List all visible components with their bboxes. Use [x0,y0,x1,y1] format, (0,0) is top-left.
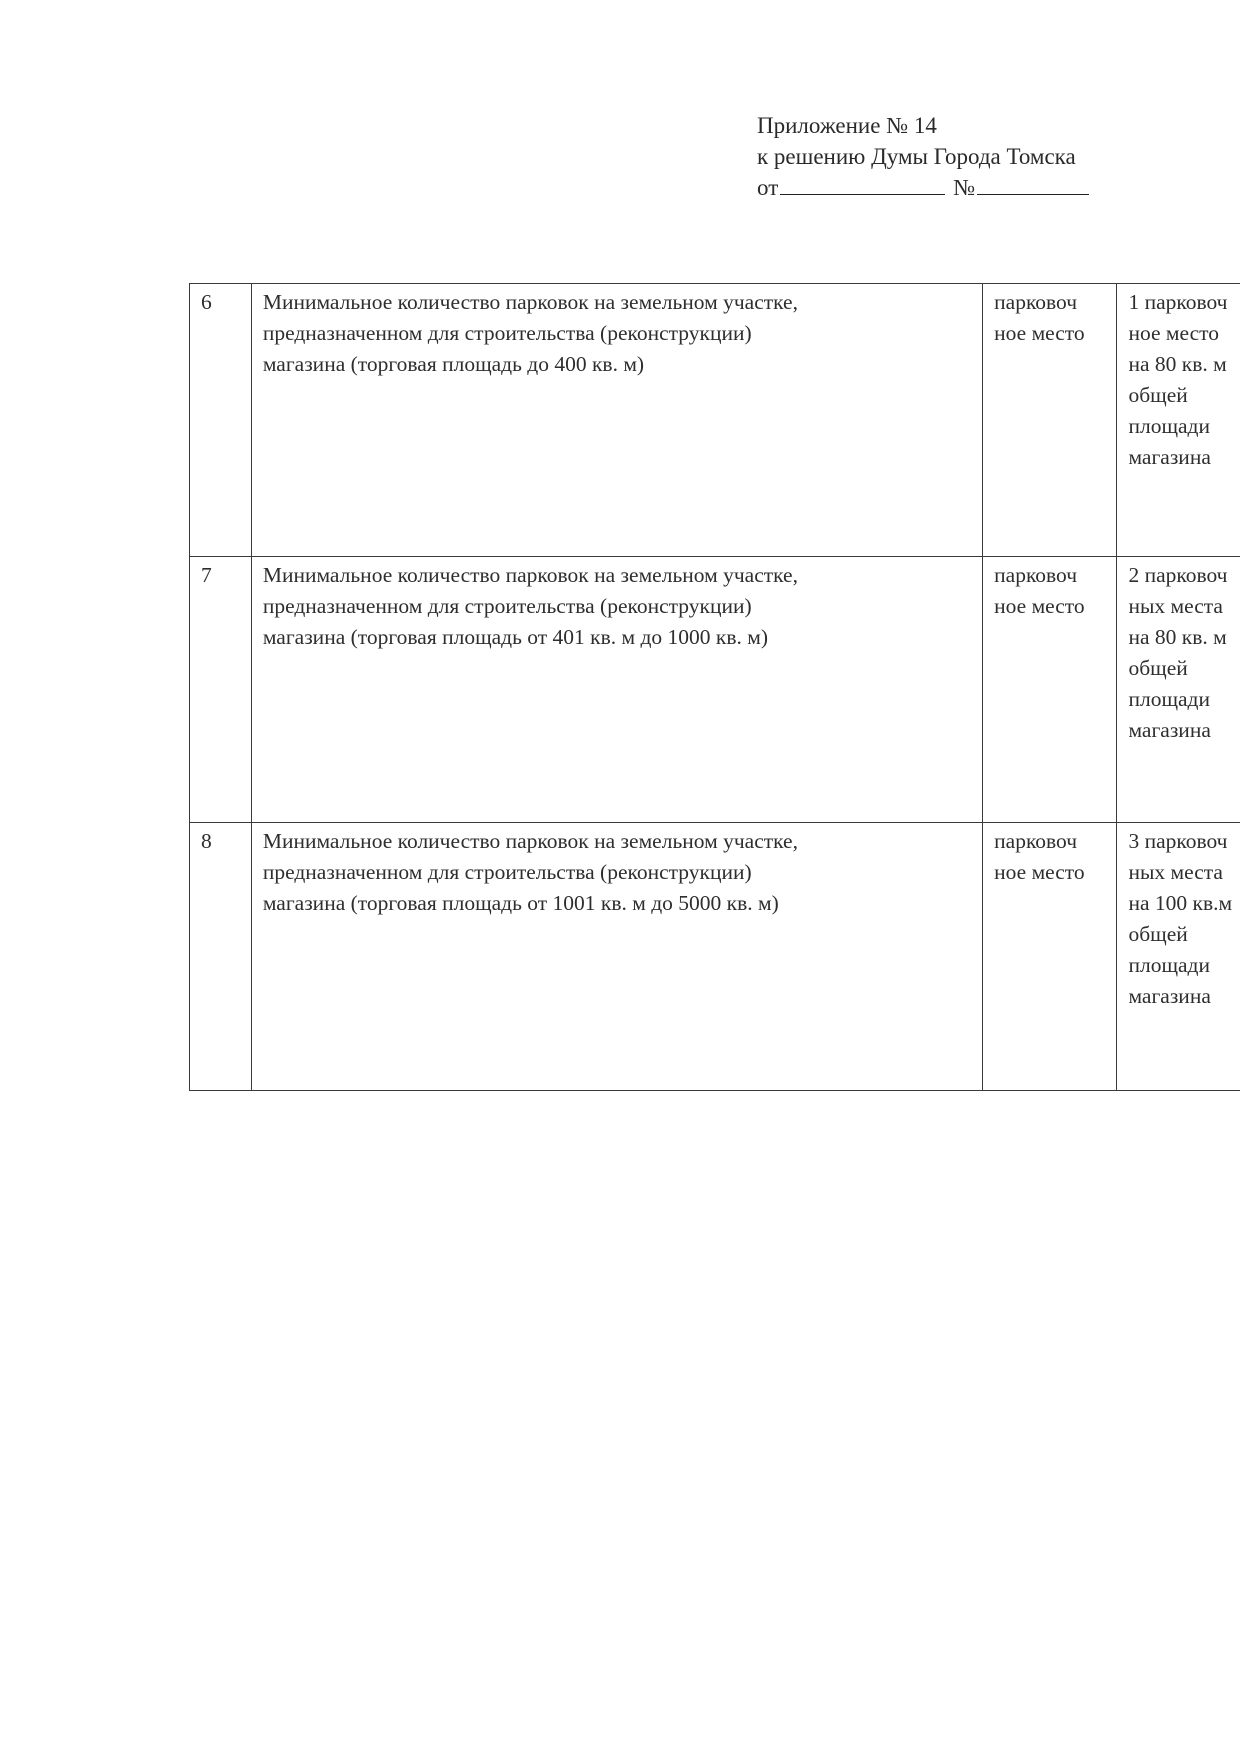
value-cell [1117,284,1240,557]
number-label: № [953,175,976,200]
appendix-decision-ref: к решению Думы Города Томска [757,144,1076,169]
row-description: Минимальное количество парковок на земельном участке, предназначенном для строительства (реконструкции) магазина (торговая площадь до 400 кв. м) [262,290,798,376]
row-unit: парковоч ное место [994,829,1085,884]
row-number: 8 [201,829,212,853]
row-value: 1 парковоч ное место на 80 кв. м общей площади магазина [1128,290,1228,469]
row-number-cell [190,557,252,823]
appendix-date-number-line [757,172,1089,203]
value-cell [1117,823,1240,1091]
value-cell [1117,557,1240,823]
row-number-cell [190,284,252,557]
row-number: 6 [201,290,212,314]
appendix-header [757,110,1089,203]
row-unit: парковоч ное место [994,563,1085,618]
number-blank-field [977,172,1089,195]
description-cell [251,284,982,557]
table-row [190,557,1240,823]
unit-cell [983,823,1117,1091]
description-cell [251,557,982,823]
date-prefix: от [757,175,779,200]
unit-cell [983,557,1117,823]
parking-requirements-table [189,283,1240,1091]
row-number: 7 [201,563,212,587]
date-blank-field [780,172,945,195]
row-unit: парковоч ное место [994,290,1085,345]
appendix-number: Приложение № 14 [757,113,937,138]
row-value: 2 парковоч ных места на 80 кв. м общей площади магазина [1128,563,1228,742]
table-row [190,284,1240,557]
row-value: 3 парковоч ных места на 100 кв.м общей площади магазина [1128,829,1233,1008]
row-description: Минимальное количество парковок на земельном участке, предназначенном для строительства (реконструкции) магазина (торговая площадь от 401 кв. м до 1000 кв. м) [262,563,798,649]
row-description: Минимальное количество парковок на земельном участке, предназначенном для строительства (реконструкции) магазина (торговая площадь от 1001 кв. м до 5000 кв. м) [262,829,798,915]
table-row [190,823,1240,1091]
unit-cell [983,284,1117,557]
description-cell [251,823,982,1091]
row-number-cell [190,823,252,1091]
